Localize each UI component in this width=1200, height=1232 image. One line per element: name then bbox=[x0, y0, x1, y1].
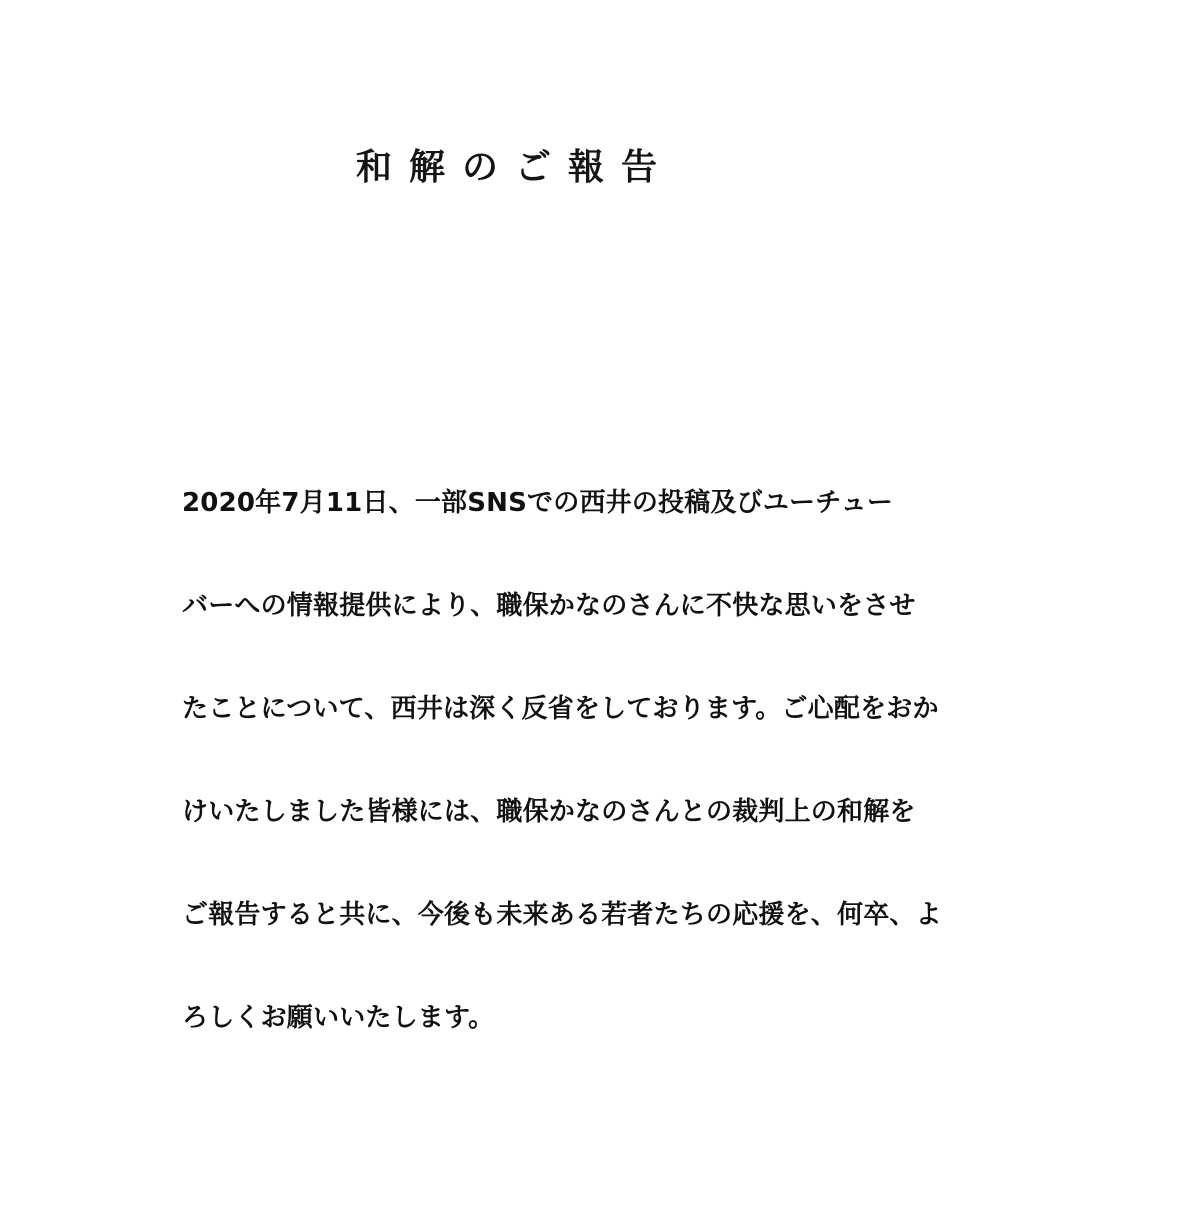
document-title: 和解のご報告 bbox=[356, 147, 675, 188]
body-line-2: バーへの情報提供により、職保かなのさんに不快な思いをさせ bbox=[182, 591, 916, 621]
body-line-3: たことについて、西井は深く反省をしております。ご心配をおか bbox=[182, 694, 939, 724]
document-body bbox=[182, 478, 962, 1096]
body-line-5: ご報告すると共に、今後も未来ある若者たちの応援を、何卒、よ bbox=[182, 900, 942, 930]
body-line-6: ろしくお願いいたします。 bbox=[182, 1003, 495, 1033]
body-line-4: けいたしました皆様には、職保かなのさんとの裁判上の和解を bbox=[182, 797, 916, 827]
body-line-1: 2020年7月11日、一部SNSでの西井の投稿及びユーチュー bbox=[182, 488, 894, 518]
